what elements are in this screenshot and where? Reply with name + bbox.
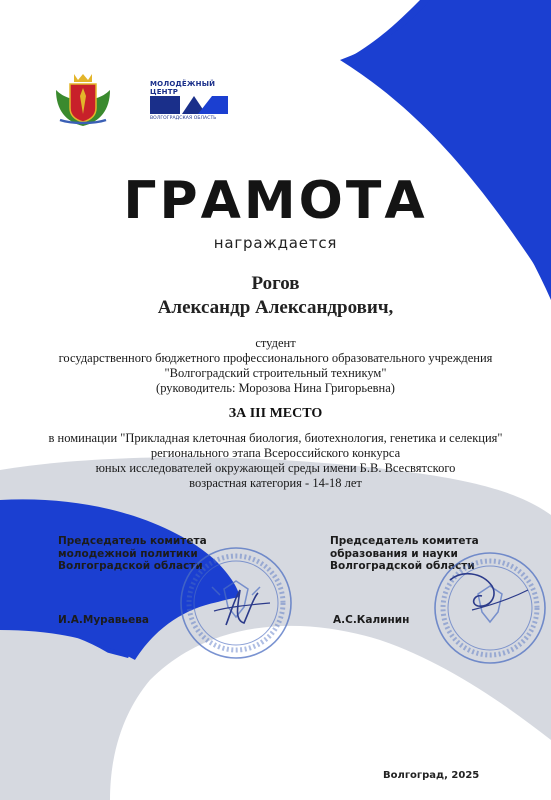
logo-line1: МОЛОДЁЖНЫЙ — [150, 80, 216, 88]
logo-region: ВОЛГОГРАДСКАЯ ОБЛАСТЬ — [150, 116, 217, 121]
certificate-subtitle: награждается — [213, 234, 338, 252]
logo-line2: ЦЕНТР — [150, 88, 179, 96]
official-stamp-right-icon — [432, 550, 548, 666]
coat-of-arms-icon — [52, 70, 114, 128]
logo-mark-icon — [150, 96, 228, 114]
city-year: Волгоград, 2025 — [383, 770, 480, 781]
recipient-role: студент — [255, 336, 296, 350]
recipient-name: Александр Александрович, — [157, 297, 394, 318]
official-stamp-left-icon — [178, 545, 294, 661]
signatory-left-line3: Волгоградской области — [58, 560, 203, 572]
signatory-left-line1: Председатель комитета — [58, 535, 207, 547]
nomination-line2: регионального этапа Всероссийского конкурса — [150, 446, 401, 460]
supervisor: (руководитель: Морозова Нина Григорьевна) — [156, 381, 395, 395]
nomination-line1: в номинации "Прикладная клеточная биология, биотехнология, генетика и селекция" — [48, 431, 503, 445]
signatory-left-line2: молодежной политики — [58, 547, 198, 560]
award-place: ЗА III МЕСТО — [228, 406, 323, 421]
institution-line1: государственного бюджетного профессионального образовательного учреждения — [58, 351, 493, 365]
signatory-right-line3: Волгоградской области — [330, 560, 475, 572]
nomination-details — [0, 431, 551, 491]
youth-center-logo — [150, 80, 240, 125]
recipient-surname: Рогов — [251, 273, 300, 294]
nomination-line4: возрастная категория - 14-18 лет — [189, 476, 362, 490]
certificate-title: ГРАМОТА — [123, 171, 428, 231]
institution-line2: "Волгоградский строительный техникум" — [164, 366, 387, 380]
signatory-right-name: А.С.Калинин — [333, 614, 410, 626]
signatory-left-name: И.А.Муравьева — [58, 614, 149, 626]
signatory-right-line2: образования и науки — [330, 547, 458, 560]
nomination-line3: юных исследователей окружающей среды имени Б.В. Всесвятского — [95, 461, 456, 475]
signatory-right-line1: Председатель комитета — [330, 535, 479, 547]
recipient-details — [0, 336, 551, 396]
